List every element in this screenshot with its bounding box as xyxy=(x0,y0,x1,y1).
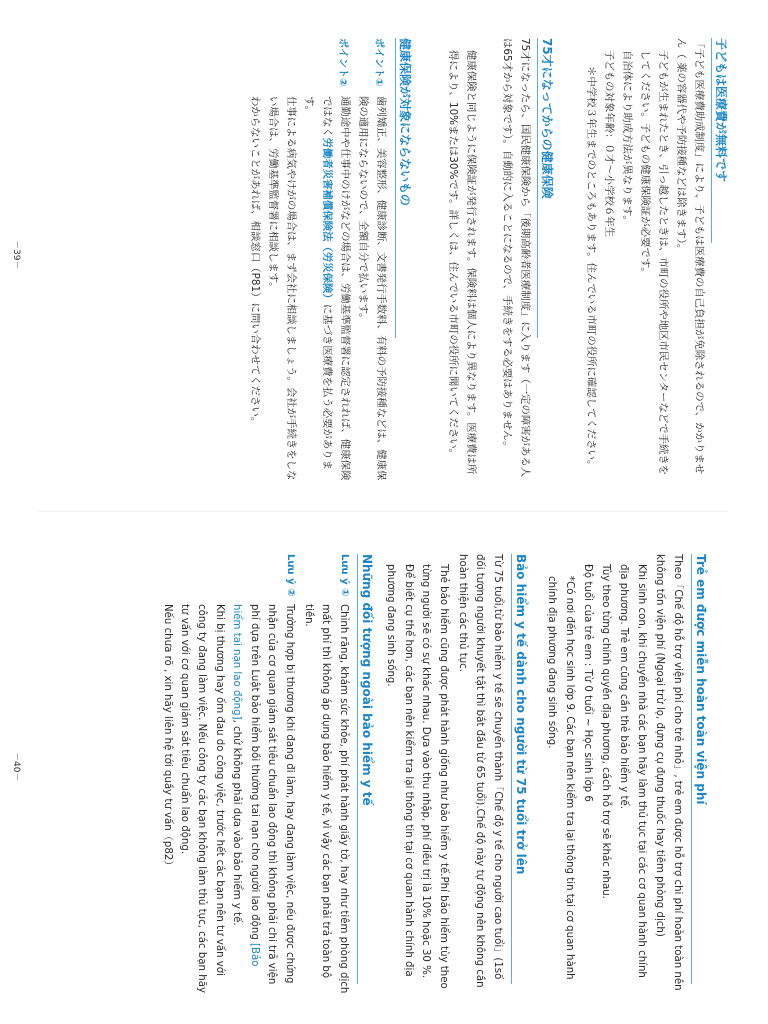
note-1-label: Lưu ý ① xyxy=(339,554,350,597)
section-heading-over-75-insurance: 75才になってからの健康保険 xyxy=(540,38,554,199)
rosai-insurance-highlight: 労働者災害補償保険法（労災保険） xyxy=(321,137,333,304)
note-1-text: Chỉnh răng, khám sức khỏe, phí phát hành giấy tờ, hay như tiêm phòng dịch mất phí thì không áp dụng bảo hiểm y tế, vì vậy các bạn phải trả toàn bộ tiền. xyxy=(303,604,349,994)
workers-compensation-highlight: [Bảo hiểm tai nạn lao động] xyxy=(231,604,260,967)
section-heading-free-child-medical-vi: Trẻ em được miễn hoàn toàn viện phí xyxy=(694,554,708,805)
section-heading-over-75-insurance-vi: Bảo hiểm y tế dành cho người từ 75 tuổi trở lên xyxy=(514,554,528,875)
section-heading-not-covered-vi: Những đối tượng ngoài bảo hiểm y tế xyxy=(360,554,374,806)
paragraph: Thẻ bảo hiểm cũng được phát hành giống như bảo hiểm y tế.Phí bảo hiểm tùy theo từng người sẽ có sự khác nhau. Dựa vào thu nhập, phí điều trị là 10% hoặc 30 %. Để biết cụ thể hơn, các bạn nên kiểm tra lại thông tin tại cơ quan hành chính địa phương đang sinh sống. xyxy=(385,564,449,989)
point-2-text: 通勤途中や仕事中のけがなどの場合は、労働基準監督署に認定されれば、健康保険ではなく労働者災害補償保険法（労災保険）に基づき医療費を払う必要があります。 xyxy=(303,96,351,481)
page-number: －40－ xyxy=(11,752,21,782)
paragraph: わからないことがあれば、相談窓口（P81）に問い合わせてください。 xyxy=(249,96,261,428)
paragraph: 75才になったら、国民健康保険から「後期高齢者医療制度」に入ります（一定の障害がある人は65才から対象です）。自動的に入ることになるので、手続きをする必要はありません。 xyxy=(501,38,531,478)
paragraph: 子どもの対象年齢：０才～小学校６年生 xyxy=(603,50,615,238)
point-2-label: ポイント② xyxy=(337,38,348,87)
paragraph: Từ 75 tuổi,từ bảo hiểm y tế sẽ chuyển thành「Chế độ y tế cho người cao tuổi」(1số đối tượng người khuyết tật thì bắt đầu từ 65 tuổi).Chế độ này tự động nên không cần hoàn thiện các thủ tục. xyxy=(457,554,503,988)
paragraph: 自治体により助成方法が異なります。 xyxy=(621,50,633,226)
paragraph: Tùy theo từng chính quyền địa phương, cách hỗ trợ sẽ khác nhau. xyxy=(600,564,611,899)
paragraph: 健康保険と同じように保険証が発行されます。保険料は個人により異なります。医療費は所得により、10%または30%です。詳しくは、住んでいる市町の役所に聞いてください。 xyxy=(447,50,477,475)
paragraph: 仕事による病気やけがの場合は、まず会社に相談しましょう。会社が手続きをしない場合は、労働基準監督署に相談します。 xyxy=(267,96,297,481)
paragraph: Độ tuổi của trẻ em : Từ 0 tuổi ~ Học sinh lớp 6 xyxy=(582,564,593,802)
section-heading-not-covered: 健康保険が対象にならないもの xyxy=(398,38,412,207)
paragraph: 子どもが生まれたとき、引っ越したときは、市町の役所や地区市民センターなどで手続きをしてください。子どもの健康保険証が必要です。 xyxy=(639,50,669,476)
section-heading-free-child-medical: 子どもは医療費が無料です xyxy=(714,38,728,183)
point-1-text: 歯列矯正、美容整形、健康診断、文書発行手数料、有料の予防接種などは、健康保険の適用にならないので、全額自分で払います。 xyxy=(357,96,387,481)
note-2-label: Lưu ý ② xyxy=(285,554,296,597)
note: ＊中学校３年生までのところもあります。住んでいる市町の役所に確認してください。 xyxy=(585,66,597,471)
point-1-label: ポイント① xyxy=(373,38,384,87)
note: *Có nơi đến học sinh lớp 9. Các bạn nên kiểm tra lại thông tin tại cơ quan hành chính địa phương đang sinh sống. xyxy=(546,576,575,980)
paragraph: 「子ども医療費助成制度」により、子どもは医療費の自己負担が免除されるので、かかりません（ 薬の容器代や予防接種などは除きます）。 xyxy=(675,38,705,475)
paragraph: Khi sinh con, khi chuyển nhà các bạn hãy làm thủ tục tại các cơ quan hành chính địa phương. Trẻ em cũng cần thẻ bảo hiểm y tế. xyxy=(618,564,647,978)
page-number: －39－ xyxy=(11,240,21,270)
paragraph: Nếu chưa rõ , xin hãy liên hệ tới quầy tư vấn（p82） xyxy=(162,604,173,871)
paragraph: Khi bị thương hay ốm đau do công việc, trước hết các bạn nên tư vấn với công ty đang làm việc. Nếu công ty các bạn không làm thủ tục, các bạn hãy tư vấn với cơ quan giám sát tiêu chuẩn lao động. xyxy=(179,604,225,993)
note-2-text: Trường hợp bị thương khi đang đi làm, hay đang làm việc, nếu được chứng nhận của cơ quan giám sát tiêu chuẩn lao động thì không phải chi trả viện phí dựa trên Luật bảo hiểm bồi thường tai nạn cho người lao động [Bảo hiểm tai nạn lao động], chứ không phải dựa vào bảo hiểm y tế. xyxy=(231,604,295,985)
paragraph: Theo「Chế độ hỗ trợ viện phí cho trẻ nhỏ」, trẻ em được hỗ trợ chi phí hoàn toàn nên không tốn viện phí (Ngoại trừ lọ, đựng cụ đựng thuốc hay tiêm phòng dịch) xyxy=(654,554,683,991)
